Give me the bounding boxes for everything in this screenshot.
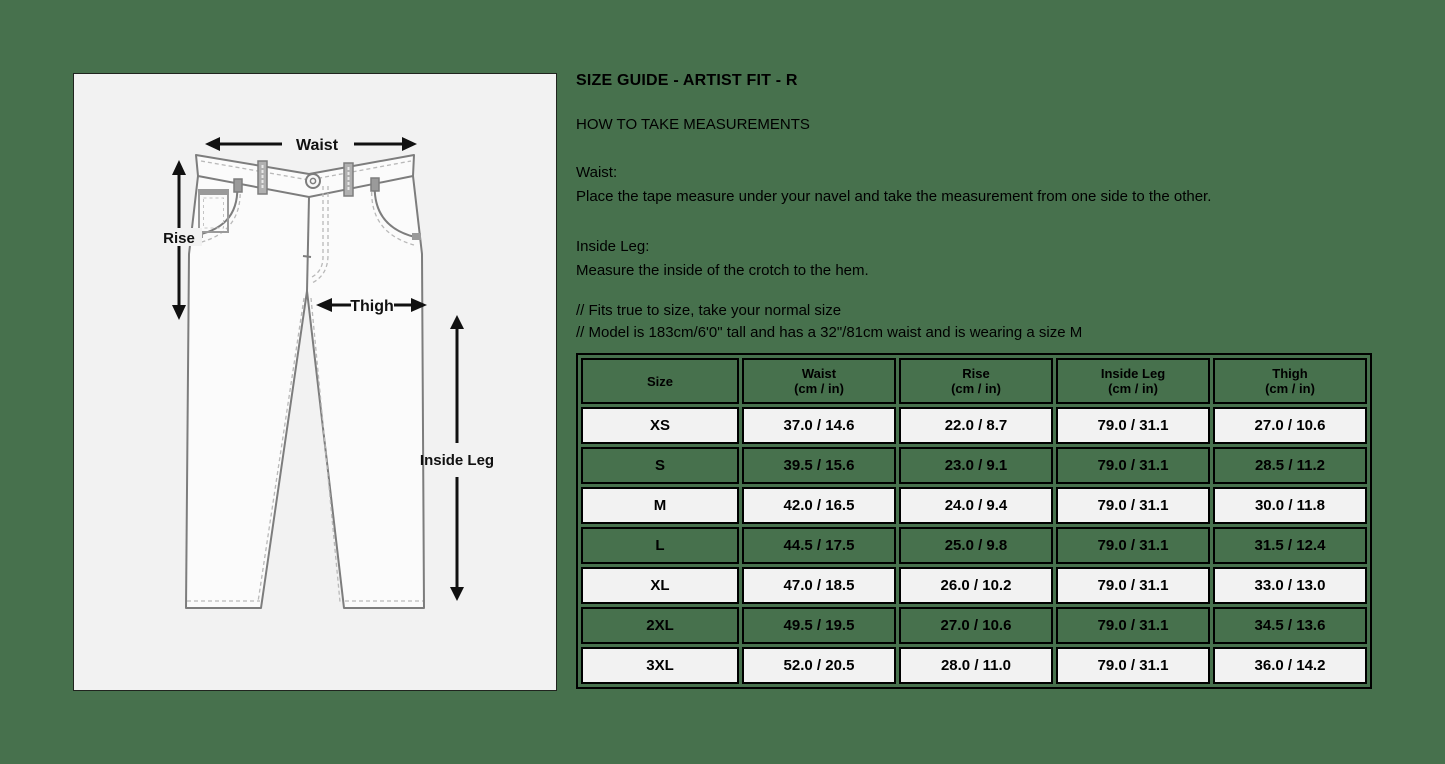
col-header-waist: Waist (cm / in): [742, 358, 896, 404]
rise-cell: 28.0 / 11.0: [899, 647, 1053, 684]
rise-cell: 26.0 / 10.2: [899, 567, 1053, 604]
rise-cell: 22.0 / 8.7: [899, 407, 1053, 444]
size-cell: XS: [581, 407, 739, 444]
waist-label: Waist: [295, 137, 339, 154]
table-row-2xl: [581, 607, 1367, 644]
inside-leg-cell: 79.0 / 31.1: [1056, 567, 1210, 604]
arrow-right-icon: [402, 137, 417, 151]
arrow-down-icon: [172, 305, 186, 320]
thigh-cell: 30.0 / 11.8: [1213, 487, 1367, 524]
size-guide-content: [576, 72, 1374, 689]
thigh-cell: 28.5 / 11.2: [1213, 447, 1367, 484]
waist-cell: 44.5 / 17.5: [742, 527, 896, 564]
table-row-m: [581, 487, 1367, 524]
inside-leg-instruction-text: Measure the inside of the crotch to the hem.: [576, 262, 869, 279]
fit-note-model: // Model is 183cm/6'0" tall and has a 32"/81cm waist and is wearing a size M: [576, 324, 1083, 341]
waist-cell: 47.0 / 18.5: [742, 567, 896, 604]
inside-leg-instruction-label: Inside Leg:: [576, 238, 650, 255]
arrow-up-icon: [450, 315, 464, 329]
waist-cell: 42.0 / 16.5: [742, 487, 896, 524]
size-table: [576, 353, 1372, 689]
thigh-cell: 27.0 / 10.6: [1213, 407, 1367, 444]
table-row-xs: [581, 407, 1367, 444]
rise-cell: 27.0 / 10.6: [899, 607, 1053, 644]
waist-cell: 49.5 / 19.5: [742, 607, 896, 644]
waist-cell: 37.0 / 14.6: [742, 407, 896, 444]
inside-leg-cell: 79.0 / 31.1: [1056, 607, 1210, 644]
waist-cell: 39.5 / 15.6: [742, 447, 896, 484]
size-table-header-row: [581, 358, 1367, 404]
arrow-up-icon: [172, 160, 186, 175]
page-title: SIZE GUIDE - ARTIST FIT - R: [576, 72, 798, 89]
inside-leg-cell: 79.0 / 31.1: [1056, 407, 1210, 444]
size-cell: S: [581, 447, 739, 484]
waist-annotation: [205, 137, 417, 154]
size-cell: 3XL: [581, 647, 739, 684]
inside-leg-label: Inside Leg: [419, 452, 495, 469]
rise-cell: 25.0 / 9.8: [899, 527, 1053, 564]
waist-instruction-text: Place the tape measure under your navel and take the measurement from one side to the other.: [576, 188, 1212, 205]
thigh-cell: 34.5 / 13.6: [1213, 607, 1367, 644]
size-cell: 2XL: [581, 607, 739, 644]
thigh-cell: 36.0 / 14.2: [1213, 647, 1367, 684]
table-row-3xl: [581, 647, 1367, 684]
col-header-thigh: Thigh (cm / in): [1213, 358, 1367, 404]
inside-leg-instruction: [576, 235, 1374, 283]
size-cell: M: [581, 487, 739, 524]
inside-leg-cell: 79.0 / 31.1: [1056, 447, 1210, 484]
size-cell: XL: [581, 567, 739, 604]
thigh-cell: 33.0 / 13.0: [1213, 567, 1367, 604]
measurement-diagram-panel: [73, 73, 557, 691]
col-header-rise: Rise (cm / in): [899, 358, 1053, 404]
rise-cell: 23.0 / 9.1: [899, 447, 1053, 484]
pants-diagram: [74, 74, 556, 690]
thigh-label: Thigh: [350, 298, 394, 315]
inside-leg-annotation: [420, 315, 494, 601]
size-cell: L: [581, 527, 739, 564]
waist-instruction-label: Waist:: [576, 164, 618, 181]
arrow-down-icon: [450, 587, 464, 601]
inside-leg-cell: 79.0 / 31.1: [1056, 487, 1210, 524]
col-header-inside-leg: Inside Leg (cm / in): [1056, 358, 1210, 404]
inside-leg-cell: 79.0 / 31.1: [1056, 647, 1210, 684]
thigh-cell: 31.5 / 12.4: [1213, 527, 1367, 564]
how-to-subtitle: HOW TO TAKE MEASUREMENTS: [576, 116, 810, 133]
table-row-xl: [581, 567, 1367, 604]
arrow-left-icon: [205, 137, 220, 151]
inside-leg-cell: 79.0 / 31.1: [1056, 527, 1210, 564]
fit-notes: [576, 300, 1374, 344]
table-row-l: [581, 527, 1367, 564]
rise-cell: 24.0 / 9.4: [899, 487, 1053, 524]
button-icon: [306, 174, 320, 188]
col-header-size: Size: [581, 358, 739, 404]
fit-note-true-to-size: // Fits true to size, take your normal size: [576, 302, 842, 319]
waist-cell: 52.0 / 20.5: [742, 647, 896, 684]
rise-label: Rise: [163, 230, 195, 247]
table-row-s: [581, 447, 1367, 484]
waist-instruction: [576, 161, 1374, 209]
